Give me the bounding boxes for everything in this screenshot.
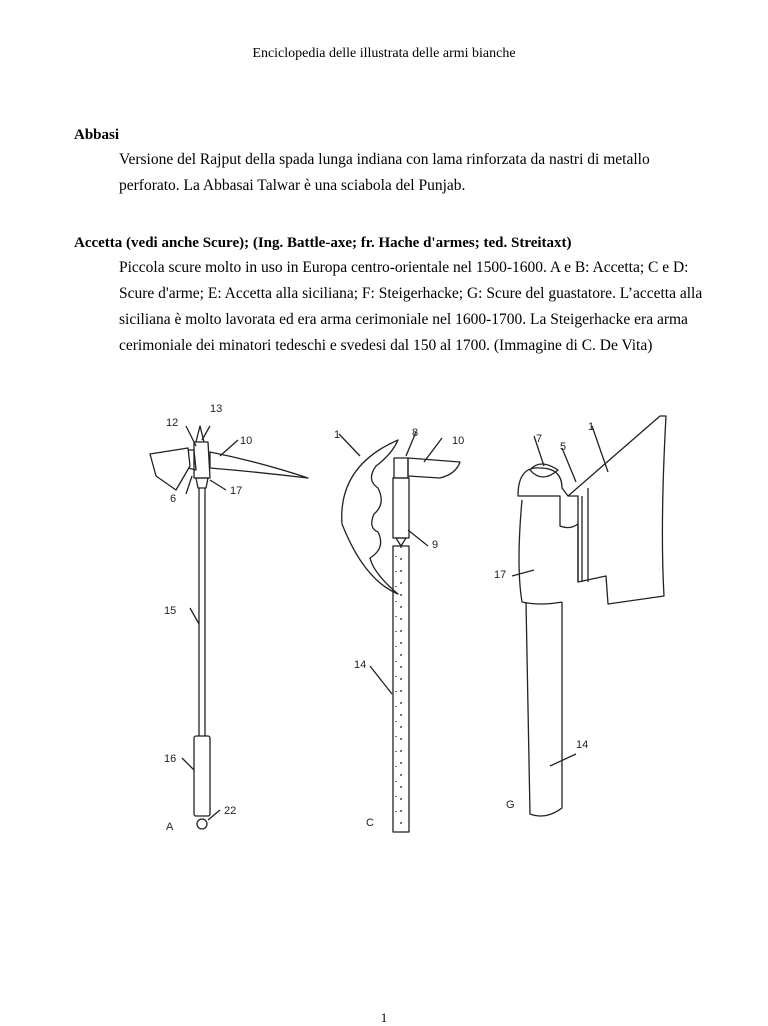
entry-description: Piccola scure molto in uso in Europa centro-orientale nel 1500-1600. A e B: Accetta; C e D: Scure d'arme; E: Accetta alla siciliana; F: Steigerhacke; G: Scure del guastatore. L’accetta alla siciliana è molto lavorata ed era arma cerimoniale nel 1600-1700. La Steigerhacke era arma cerimoniale dei minatori tedeschi e svedesi dal 150 al 1700. (Immagine di C. De Vita) <box>119 259 703 354</box>
entry-term: Accetta (vedi anche Scure); (Ing. Battle-axe; fr. Hache d'armes; ted. Streitaxt) <box>74 235 572 251</box>
label-c-1: 1 <box>334 429 341 441</box>
label-c-14: 14 <box>354 659 367 671</box>
weapon-letter-g: G <box>506 799 515 811</box>
label-a-16: 16 <box>164 753 177 765</box>
label-g-17: 17 <box>494 569 507 581</box>
weapons-illustration <box>130 396 690 836</box>
weapons-drawing <box>130 396 690 836</box>
weapon-c-drawing <box>339 432 460 832</box>
label-c-10: 10 <box>452 435 465 447</box>
label-c-9: 9 <box>432 539 439 551</box>
weapon-letter-c: C <box>366 817 374 829</box>
label-g-14: 14 <box>576 739 589 751</box>
weapon-a-drawing <box>150 426 308 829</box>
page-number: 1 <box>380 1010 388 1025</box>
entry-term: Abbasi <box>74 127 120 143</box>
label-a-15: 15 <box>164 605 177 617</box>
label-a-12: 12 <box>166 417 179 429</box>
label-a-22: 22 <box>224 805 237 817</box>
weapon-letter-a: A <box>166 821 174 833</box>
label-g-7: 7 <box>536 433 543 445</box>
entry-description: Versione del Rajput della spada lunga indiana con lama rinforzata da nastri di metallo perforato. La Abbasai Talwar è una sciabola del Punjab. <box>119 151 650 194</box>
label-a-10: 10 <box>240 435 253 447</box>
label-g-5: 5 <box>560 441 567 453</box>
label-g-1: 1 <box>588 421 595 433</box>
weapon-g-drawing <box>512 416 666 816</box>
label-c-8: 8 <box>412 427 419 439</box>
label-a-17: 17 <box>230 485 243 497</box>
entry-abbasi <box>74 125 714 199</box>
label-a-6: 6 <box>170 493 177 505</box>
label-a-13: 13 <box>210 403 223 415</box>
entry-accetta <box>74 233 714 359</box>
page-header: Enciclopedia delle illustrata delle armi bianche <box>252 46 516 61</box>
